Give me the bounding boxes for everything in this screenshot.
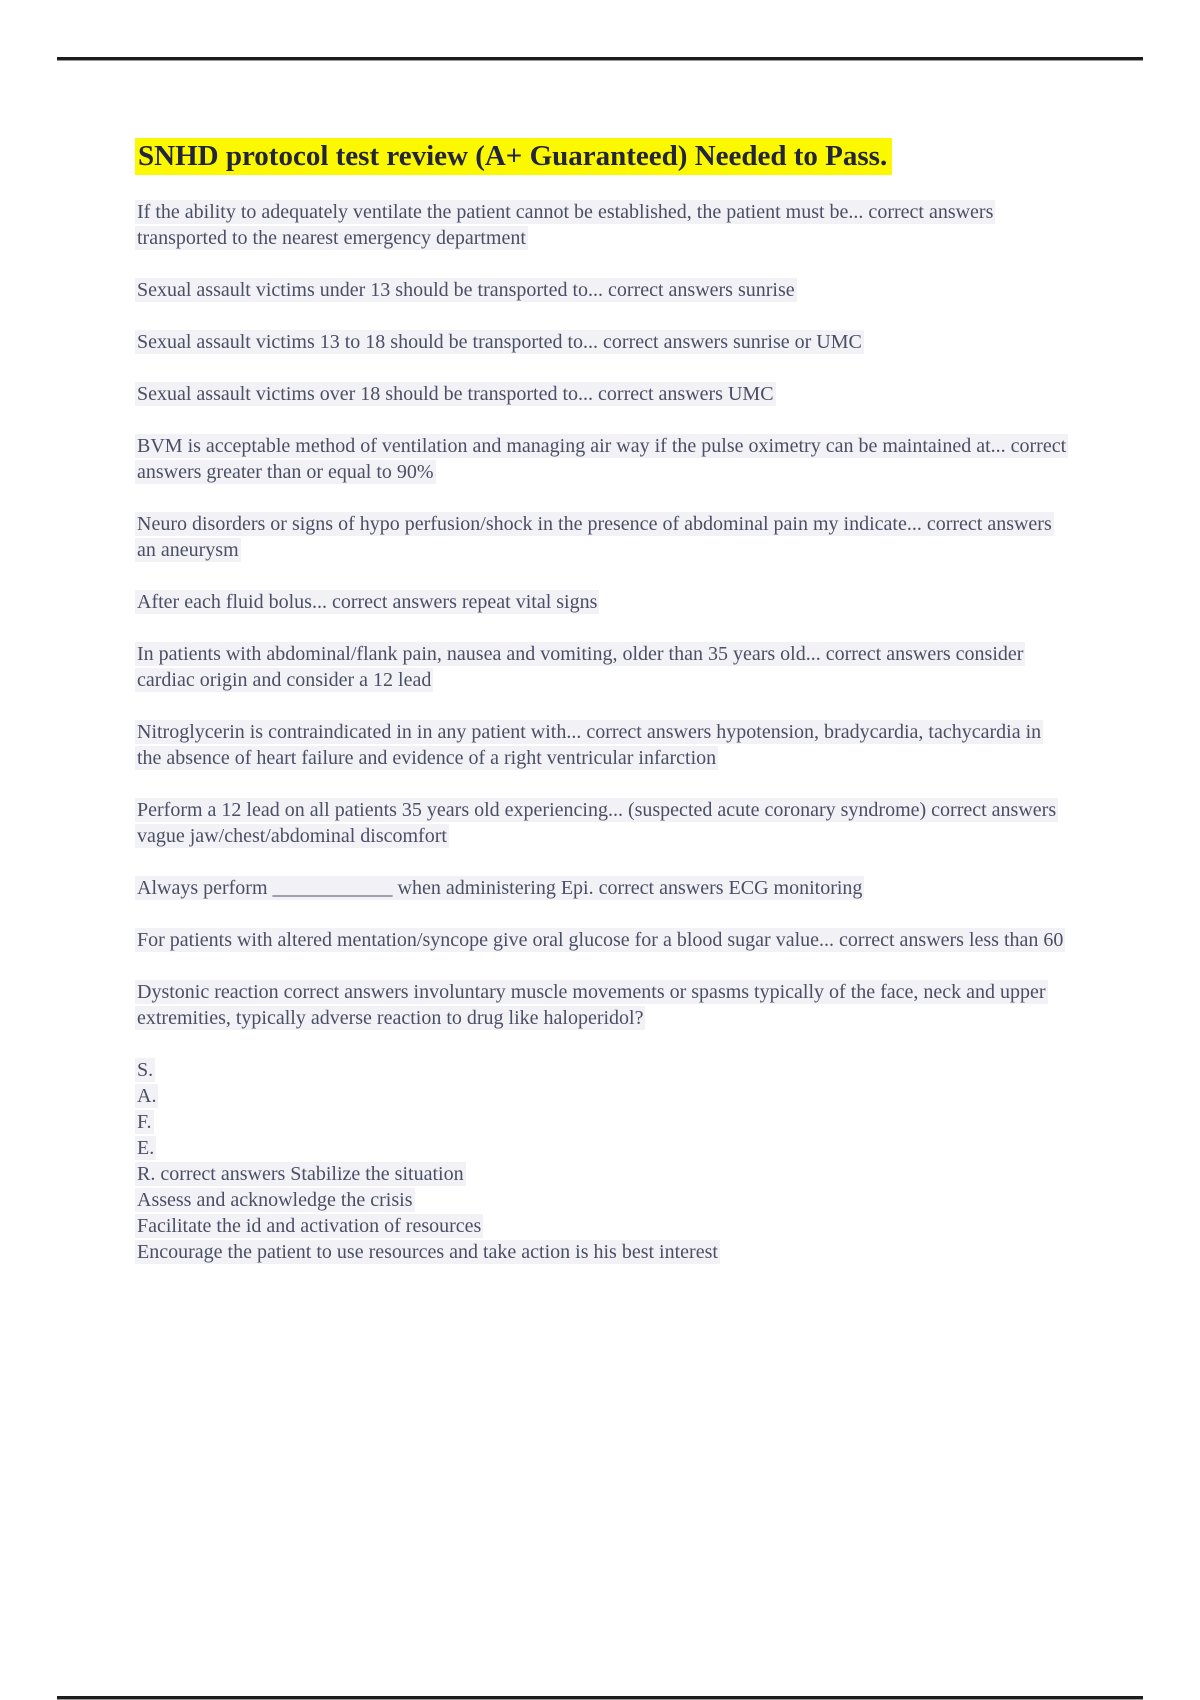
qa-paragraph: Nitroglycerin is contraindicated in in any patient with... correct answers hypotension, bradycardia, tachycardia in the absence of heart failure and evidence of a right ventricular infarction [137, 721, 1042, 769]
page-title [135, 138, 1070, 175]
safer-acronym-block [135, 1057, 1070, 1265]
top-rule [57, 57, 1143, 60]
qa-paragraph: After each fluid bolus... correct answers repeat vital signs [137, 591, 598, 613]
safer-line: F. [137, 1111, 152, 1133]
qa-paragraph-with-blank: Always perform ____________ when administering Epi. correct answers ECG monitoring [137, 877, 863, 899]
qa-paragraph: Dystonic reaction correct answers involuntary muscle movements or spasms typically of the face, neck and upper extremities, typically adverse reaction to drug like haloperidol? [137, 981, 1046, 1029]
safer-line: Assess and acknowledge the crisis [137, 1189, 413, 1211]
qa-paragraph: Neuro disorders or signs of hypo perfusion/shock in the presence of abdominal pain my indicate... correct answers an aneurysm [137, 513, 1052, 561]
qa-paragraph: If the ability to adequately ventilate the patient cannot be established, the patient must be... correct answers transported to the nearest emergency department [137, 201, 994, 249]
safer-line: E. [137, 1137, 155, 1159]
title-highlight: SNHD protocol test review (A+ Guaranteed) Needed to Pass. [135, 138, 892, 175]
qa-paragraph: Sexual assault victims over 18 should be transported to... correct answers UMC [137, 383, 774, 405]
qa-paragraph: Sexual assault victims 13 to 18 should be transported to... correct answers sunrise or UMC [137, 331, 862, 353]
qa-paragraph: Sexual assault victims under 13 should be transported to... correct answers sunrise [137, 279, 795, 301]
bottom-rule [57, 1696, 1143, 1699]
safer-line: A. [137, 1085, 157, 1107]
document-content [135, 138, 1070, 1265]
safer-line: S. [137, 1059, 154, 1081]
qa-paragraph: Perform a 12 lead on all patients 35 years old experiencing... (suspected acute coronary syndrome) correct answers vague jaw/chest/abdominal discomfort [137, 799, 1057, 847]
safer-line: Facilitate the id and activation of resources [137, 1215, 482, 1237]
qa-paragraph: In patients with abdominal/flank pain, nausea and vomiting, older than 35 years old... correct answers consider cardiac origin and consider a 12 lead [137, 643, 1024, 691]
qa-paragraph: For patients with altered mentation/syncope give oral glucose for a blood sugar value... correct answers less than 60 [137, 929, 1064, 951]
safer-line: Encourage the patient to use resources and take action is his best interest [137, 1241, 718, 1263]
safer-line: R. correct answers Stabilize the situation [137, 1163, 464, 1185]
qa-paragraph: BVM is acceptable method of ventilation and managing air way if the pulse oximetry can be maintained at... correct answers greater than or equal to 90% [137, 435, 1067, 483]
